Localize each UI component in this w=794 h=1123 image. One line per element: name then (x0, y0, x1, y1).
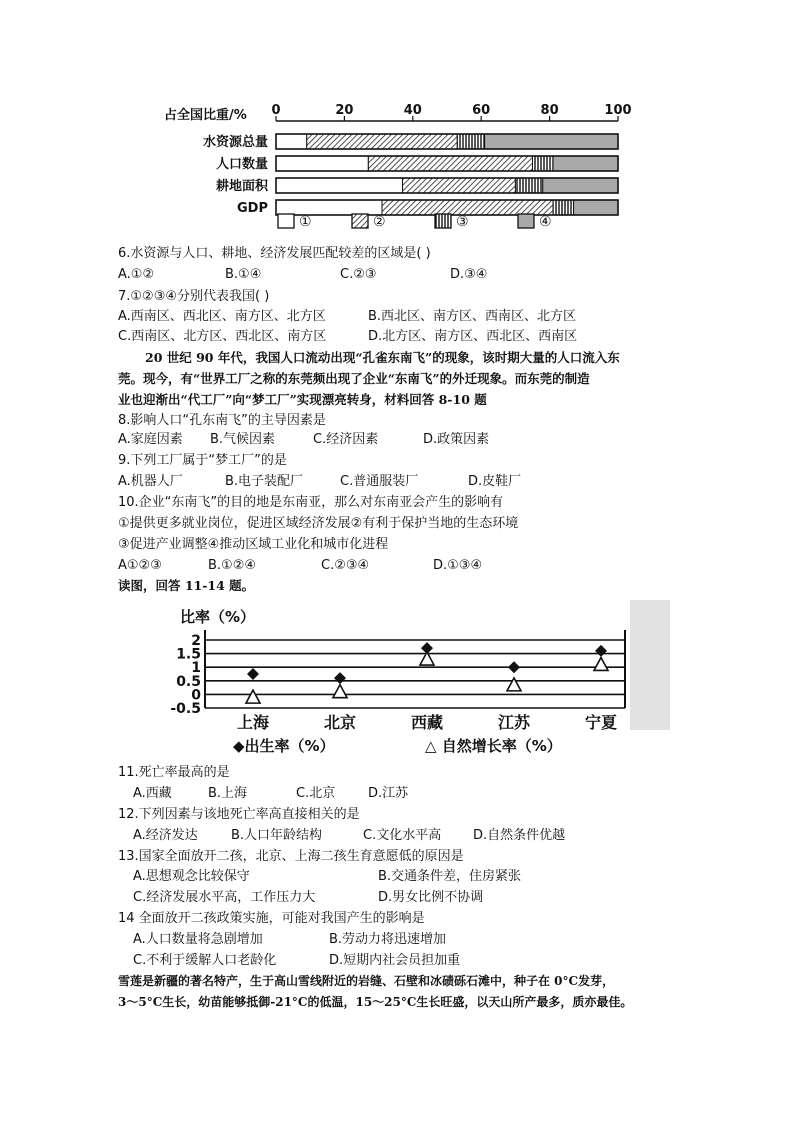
option: A.思想观念比较保守 (133, 869, 250, 884)
question-8-options (118, 430, 518, 449)
question-8: 8.影响人口“孔东南飞”的主导因素是 (118, 413, 326, 428)
x-tick-label: 60 (472, 103, 491, 118)
option: D.北方区、南方区、西北区、西南区 (368, 329, 578, 344)
question-12: 12.下列因素与该地死亡率高直接相关的是 (118, 807, 360, 822)
question-10: 10.企业“东南飞”的目的地是东南亚，那么对东南亚会产生的影响有 (118, 495, 504, 510)
option: C.②③④ (321, 558, 370, 573)
bar-segment (276, 200, 382, 215)
passage-line: 莞。现今，有“世界工厂之称的东莞频出现了企业“东南飞”的外迁现象。而东莞的制造 (118, 371, 590, 386)
question-12-options (133, 826, 613, 845)
legend-label: ② (373, 214, 386, 230)
question-7-options-row1 (118, 307, 618, 326)
question-13-options-row2 (133, 888, 583, 907)
option: A.家庭因素 (118, 432, 183, 447)
option: A.人口数量将急剧增加 (133, 932, 263, 947)
option: D.政策因素 (423, 432, 490, 447)
question-9: 9.下列工厂属于“梦工厂”的是 (118, 453, 287, 468)
x-tick-label: 80 (540, 103, 559, 118)
option: D.自然条件优越 (473, 828, 566, 843)
y-tick-label: 1 (191, 660, 201, 677)
y-tick-label: 0.5 (176, 673, 201, 690)
question-10-statement: ①提供更多就业岗位，促进区域经济发展②有利于保护当地的生态环境 (118, 516, 519, 531)
bar-segment (485, 134, 618, 149)
x-category-label: 北京 (323, 713, 357, 732)
bar-segment (515, 178, 542, 193)
bar-segment (276, 156, 368, 171)
option: B.电子装配厂 (225, 474, 304, 489)
bar-segment (276, 178, 403, 193)
x-tick-label: 40 (403, 103, 422, 118)
option: B.上海 (208, 786, 248, 801)
x-axis-title: 占全国比重/% (164, 108, 247, 123)
x-category-label: 江苏 (497, 713, 531, 732)
question-13-options-row1 (133, 867, 583, 886)
option: A.机器人厂 (118, 474, 183, 489)
option: C.不利于缓解人口老龄化 (133, 953, 277, 968)
option: B.西北区、南方区、西南区、北方区 (368, 309, 577, 324)
passage-line: 3～5°C生长，幼苗能够抵御-21°C的低温，15～25°C生长旺盛，以天山所产最多，质亦最佳。 (118, 995, 633, 1009)
legend-swatch (435, 214, 451, 228)
option: A.经济发达 (133, 828, 198, 843)
x-tick-label: 100 (604, 103, 632, 118)
option: B.①④ (225, 267, 262, 282)
option: D.男女比例不协调 (378, 890, 484, 905)
option: C.北京 (296, 786, 336, 801)
bar-segment (382, 200, 553, 215)
scan-shade (630, 600, 670, 730)
bar-segment (368, 156, 532, 171)
option: A.①② (118, 267, 155, 282)
bar-segment (403, 178, 516, 193)
passage-line: 业也迎渐出“代工厂”向“梦工厂”实现漂亮转身，材料回答 8-10 题 (118, 392, 487, 407)
y-tick-label: 2 (191, 633, 201, 649)
bar-segment (553, 156, 618, 171)
question-11-options (133, 784, 533, 803)
option: C.经济发展水平高，工作压力大 (133, 890, 316, 905)
legend-swatch (352, 214, 368, 228)
birth-growth-rate-chart (125, 600, 670, 760)
passage-line: 20 世纪 90 年代，我国人口流动出现“孔雀东南飞”的现象，该时期大量的人口流入东 (145, 350, 620, 365)
category-label: 耕地面积 (215, 179, 268, 194)
option: A.西南区、西北区、南方区、北方区 (118, 309, 326, 324)
question-14-options-row1 (133, 930, 583, 949)
legend-birth-rate: ◆出生率（%） (233, 737, 335, 755)
option: C.西南区、北方区、西北区、南方区 (118, 329, 327, 344)
category-label: 水资源总量 (202, 135, 268, 150)
legend-swatch (518, 214, 534, 228)
question-7: 7.①②③④分别代表我国( ) (118, 289, 270, 304)
question-6: 6.水资源与人口、耕地、经济发展匹配较差的区域是( ) (118, 246, 431, 261)
option: A①②③ (118, 558, 162, 573)
option: C.经济因素 (313, 432, 379, 447)
legend-growth-rate: △ 自然增长率（%） (425, 737, 562, 755)
option: D.江苏 (368, 786, 409, 801)
category-label: GDP (237, 201, 268, 216)
option: C.文化水平高 (363, 828, 442, 843)
question-7-options-row2 (118, 327, 618, 346)
bar-segment (543, 178, 618, 193)
x-tick-label: 0 (271, 103, 281, 118)
question-10-statement: ③促进产业调整④推动区域工业化和城市化进程 (118, 537, 389, 552)
bar-segment (553, 200, 574, 215)
option: D.③④ (450, 267, 488, 282)
question-14: 14 全面放开二孩政策实施，可能对我国产生的影响是 (118, 911, 425, 926)
category-label: 人口数量 (215, 157, 268, 172)
option: D.皮鞋厂 (468, 474, 522, 489)
bar-segment (533, 156, 554, 171)
legend-swatch (278, 214, 294, 228)
x-category-label: 上海 (236, 713, 270, 732)
option: B.人口年龄结构 (231, 828, 323, 843)
bar-segment (574, 200, 618, 215)
option: C.普通服装厂 (340, 474, 419, 489)
legend-label: ④ (539, 214, 552, 230)
option: B.交通条件差，住房紧张 (378, 869, 522, 884)
option: C.②③ (340, 267, 377, 282)
question-13: 13.国家全面放开二孩，北京、上海二孩生育意愿低的原因是 (118, 849, 464, 864)
question-10-options (118, 556, 538, 575)
question-14-options-row2 (133, 951, 583, 970)
passage-line: 雪莲是新疆的著名特产，生于高山雪线附近的岩缝、石壁和冰碛砾石滩中，种子在 0°C发芽， (118, 974, 615, 988)
bar-segment (457, 134, 484, 149)
stacked-bar-chart (150, 98, 640, 238)
y-axis-title: 比率（%） (180, 608, 256, 626)
question-11: 11.死亡率最高的是 (118, 765, 230, 780)
y-tick-label: 0 (191, 687, 201, 704)
x-tick-label: 20 (335, 103, 354, 118)
y-tick-label: 1.5 (176, 646, 201, 663)
option: D.①③④ (433, 558, 483, 573)
question-9-options (118, 472, 538, 491)
intro-11-14: 读图，回答 11-14 题。 (118, 578, 255, 593)
option: B.①②④ (208, 558, 257, 573)
option: D.短期内社会员担加重 (329, 953, 461, 968)
bar-segment (276, 134, 307, 149)
option: B.气候因素 (210, 432, 276, 447)
x-category-label: 宁夏 (584, 713, 618, 732)
y-tick-label: -0.5 (170, 701, 201, 717)
legend-label: ① (299, 214, 312, 230)
question-6-options (118, 265, 518, 284)
x-category-label: 西藏 (410, 713, 444, 732)
option: B.劳动力将迅速增加 (329, 932, 447, 947)
bar-segment (307, 134, 457, 149)
option: A.西藏 (133, 786, 172, 801)
legend-label: ③ (456, 214, 469, 230)
